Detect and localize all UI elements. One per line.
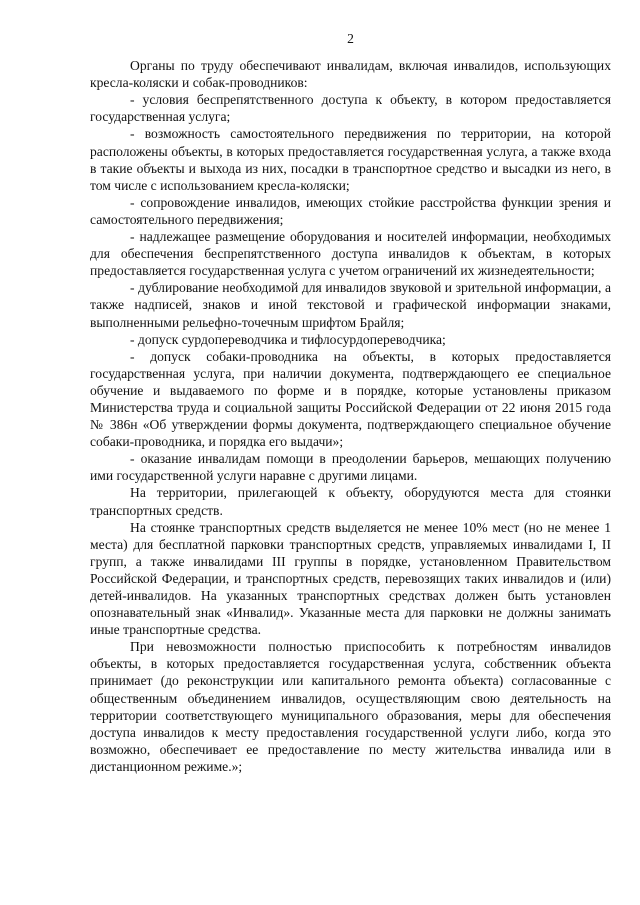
list-item-access-conditions: - условия беспрепятственного доступа к объекту, в котором предоставляется государственная услуга;: [90, 92, 611, 125]
list-item-braille-duplication: - дублирование необходимой для инвалидов звуковой и зрительной информации, а также надписей, знаков и иной текстовой и графической информации знаками, выполненными рельефно-точечным шрифтом Брайля;: [90, 280, 611, 330]
list-item-equipment-placement: - надлежащее размещение оборудования и носителей информации, необходимых для обеспечения беспрепятственного доступа инвалидов к объектам, в которых предоставляется государственная услуга с учетом ограничений их жизнедеятельности;: [90, 229, 611, 279]
list-item-interpreter-admission: - допуск сурдопереводчика и тифлосурдопереводчика;: [130, 331, 446, 347]
list-item-independent-movement: - возможность самостоятельного передвижения по территории, на которой расположены объекты, в которых предоставляется государственная услуга, а также входа в такие объекты и выхода из них, посадки в транспортное средство и высадки из него, в том числе с использованием кресла-коляски;: [90, 126, 611, 193]
parking-allocation-paragraph: На стоянке транспортных средств выделяется не менее 10% мест (но не менее 1 места) для бесплатной парковки транспортных средств, управляемых инвалидами I, II групп, а также инвалидами III группы в порядке, установленном Правительством Российской Федерации, и транспортных средств, перевозящих таких инвалидов и (или) детей-инвалидов. На указанных транспортных средствах должен быть установлен опознавательный знак «Инвалид». Указанные места для парковки не должны занимать иные транспортные средства.: [90, 519, 611, 638]
list-item-barrier-assistance: - оказание инвалидам помощи в преодолении барьеров, мешающих получению ими государственной услуги наравне с другими лицами.: [90, 451, 611, 484]
owner-measures-paragraph: При невозможности полностью приспособить к потребностям инвалидов объекты, в которых предоставляется государственная услуга, собственник объекта принимает (до реконструкции или капитального ремонта объекта) согласованные с общественным объединением инвалидов, осуществляющим свою деятельность на территории соответствующего муниципального образования, меры для обеспечения доступа инвалидов к месту предоставления государственной услуги либо, когда это возможно, обеспечивает ее предоставление по месту жительства инвалида или в дистанционном режиме.»;: [90, 639, 611, 774]
intro-paragraph: Органы по труду обеспечивают инвалидам, включая инвалидов, использующих кресла-коляски и собак-проводников:: [90, 58, 611, 91]
list-item-guide-dog-admission: - допуск собаки-проводника на объекты, в которых предоставляется государственная услуга, при наличии документа, подтверждающего ее специальное обучение и выдаваемого по форме и в порядке, которые установлены приказом Министерства труда и социальной защиты Российской Федерации от 22 июня 2015 года № 386н «Об утверждении формы документа, подтверждающего специальное обучение собаки-проводника, и порядка его выдачи»;: [90, 348, 611, 450]
parking-territory-paragraph: На территории, прилегающей к объекту, оборудуются места для стоянки транспортных средств.: [90, 485, 611, 518]
page-number: 2: [347, 31, 354, 46]
list-item-escort: - сопровождение инвалидов, имеющих стойкие расстройства функции зрения и самостоятельного передвижения;: [90, 194, 611, 227]
